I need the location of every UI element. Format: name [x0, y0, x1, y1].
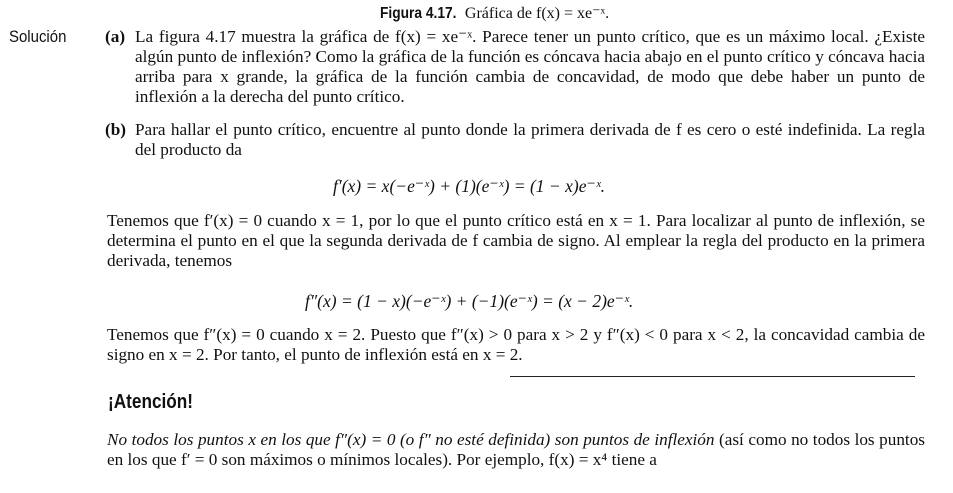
part-b-tag: (b)	[105, 120, 127, 139]
part-b-text: Para hallar el punto crítico, encuentre al punto donde la primera derivada de f es cero o esté indefinida. La regla del producto da	[135, 120, 925, 159]
section-divider	[510, 376, 915, 377]
figure-label: Figura 4.17.	[380, 5, 457, 22]
paragraph-critical-point: Tenemos que f′(x) = 0 cuando x = 1, por lo que el punto crítico está en x = 1. Para localizar al punto de inflexión, se determina el punto en el que la segunda derivada de f cambia de signo. Al emplear la regla del producto en la primera derivada, tenemos	[107, 211, 925, 270]
part-a-tag: (a)	[105, 27, 126, 46]
first-derivative-equation: f′(x) = x(−e⁻ˣ) + (1)(e⁻ˣ) = (1 − x)e⁻ˣ.	[333, 176, 606, 196]
warning-paragraph	[107, 430, 925, 470]
warning-text: (así como no todos los puntos en los que f′ = 0 son máximos o mínimos locales). Por ejemplo, f(x) = x⁴ tiene a	[107, 430, 925, 469]
warning-italic-text: No todos los puntos x en los que f″(x) = 0 (o f″ no esté definida) son puntos de inflexión	[107, 430, 715, 449]
solution-heading: Solución	[9, 27, 67, 46]
part-a	[105, 27, 925, 107]
paragraph-inflection-point: Tenemos que f″(x) = 0 cuando x = 2. Puesto que f″(x) > 0 para x > 2 y f″(x) < 0 para x < 2, la concavidad cambia de signo en x = 2. Por tanto, el punto de inflexión está en x = 2.	[107, 325, 925, 364]
second-derivative-equation: f″(x) = (1 − x)(−e⁻ˣ) + (−1)(e⁻ˣ) = (x − 2)e⁻ˣ.	[305, 291, 634, 311]
part-b	[105, 120, 925, 160]
figure-caption	[380, 3, 900, 23]
figure-caption-text: Gráfica de f(x) = xe⁻ˣ.	[464, 5, 610, 22]
part-a-text: La figura 4.17 muestra la gráfica de f(x) = xe⁻ˣ. Parece tener un punto crítico, que es un máximo local. ¿Existe algún punto de inflexión? Como la gráfica de la función es cóncava hacia abajo en el punto crítico y cóncava hacia arriba para x grande, la gráfica de la función cambia de concavidad, de modo que debe haber un punto de inflexión a la derecha del punto crítico.	[135, 27, 925, 106]
warning-heading: ¡Atención!	[108, 391, 194, 413]
